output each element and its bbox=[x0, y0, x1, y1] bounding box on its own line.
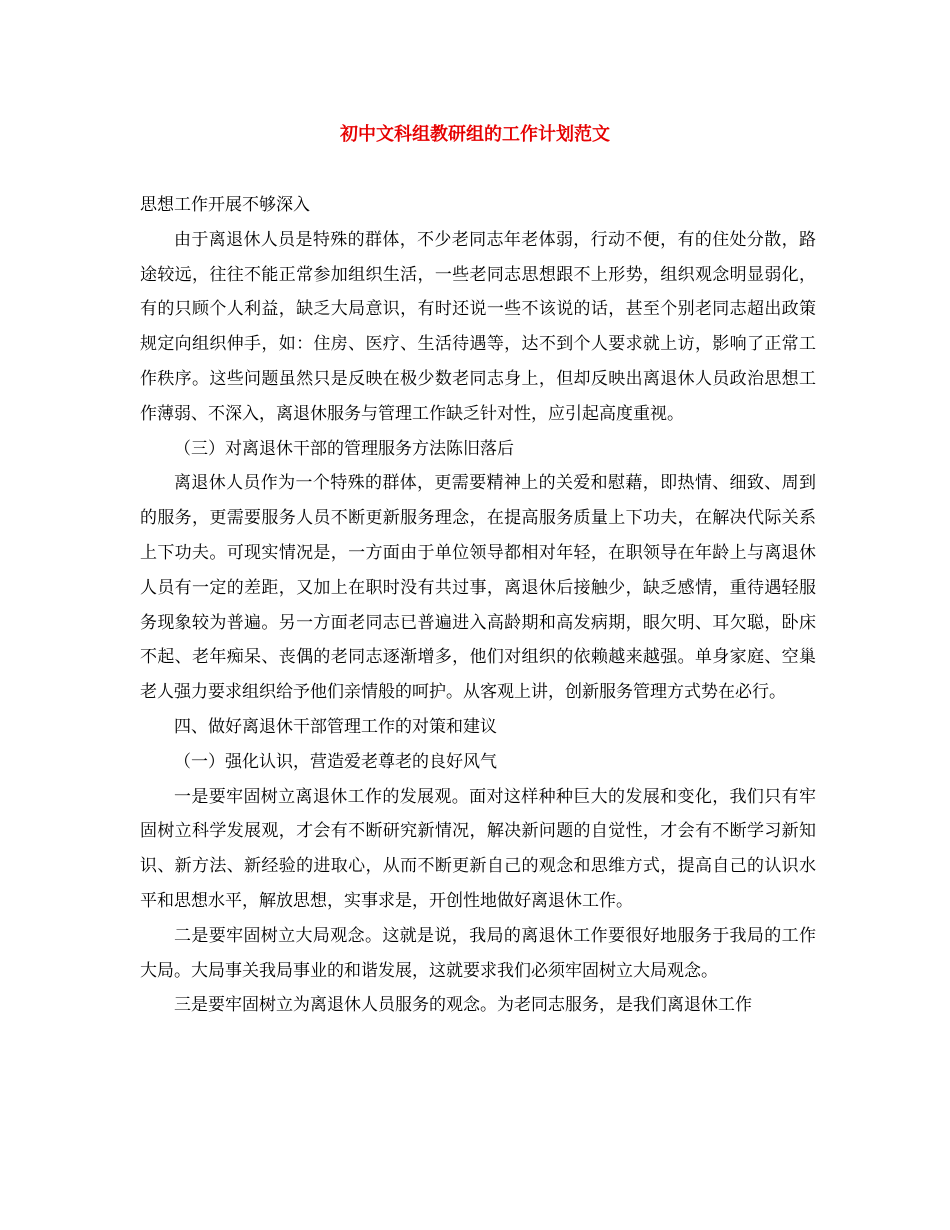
paragraph: 二是要牢固树立大局观念。这就是说，我局的离退休工作要很好地服务于我局的工作大局。大局事关我局事业的和谐发展，这就要求我们必须牢固树立大局观念。 bbox=[140, 925, 816, 981]
paragraph: 一是要牢固树立离退休工作的发展观。面对这样种种巨大的发展和变化，我们只有牢固树立科学发展观，才会有不断研究新情况，解决新问题的自觉性，才会有不断学习新知识、新方法、新经验的进取心，从而不断更新自己的观念和思维方式，提高自己的认识水平和思想水平，解放思想，实事求是，开创性地做好离退休工作。 bbox=[140, 786, 816, 911]
paragraph: （一）强化认识，营造爱老尊老的良好风气 bbox=[174, 751, 497, 772]
paragraph: 四、做好离退休干部管理工作的对策和建议 bbox=[174, 716, 497, 737]
paragraph: 由于离退休人员是特殊的群体，不少老同志年老体弱，行动不便，有的住处分散，路途较远，往往不能正常参加组织生活，一些老同志思想跟不上形势，组织观念明显弱化，有的只顾个人利益，缺乏大局意识，有时还说一些不该说的话，甚至个别老同志超出政策规定向组织伸手，如：住房、医疗、生活待遇等，达不到个人要求就上访，影响了正常工作秩序。这些问题虽然只是反映在极少数老同志身上，但却反映出离退休人员政治思想工作薄弱、不深入，离退休服务与管理工作缺乏针对性，应引起高度重视。 bbox=[140, 229, 816, 424]
document-title: 初中文科组教研组的工作计划范文 bbox=[340, 124, 610, 145]
paragraph: （三）对离退休干部的管理服务方法陈旧落后 bbox=[174, 438, 514, 459]
paragraph: 思想工作开展不够深入 bbox=[140, 195, 310, 215]
paragraph: 离退休人员作为一个特殊的群体，更需要精神上的关爱和慰藉，即热情、细致、周到的服务，更需要服务人员不断更新服务理念，在提高服务质量上下功夫，在解决代际关系上下功夫。可现实情况是，一方面由于单位领导都相对年轻，在职领导在年龄上与离退休人员有一定的差距，又加上在职时没有共过事，离退休后接触少，缺乏感情，重待遇轻服务现象较为普遍。另一方面老同志已普遍进入高龄期和高发病期，眼欠明、耳欠聪，卧床不起、老年痴呆、丧偶的老同志逐渐增多，他们对组织的依赖越来越强。单身家庭、空巢老人强力要求组织给予他们亲情般的呵护。从客观上讲，创新服务管理方式势在必行。 bbox=[140, 473, 816, 703]
document-body bbox=[140, 188, 816, 1023]
paragraph: 三是要牢固树立为离退休人员服务的观念。为老同志服务，是我们离退休工作 bbox=[174, 995, 752, 1016]
